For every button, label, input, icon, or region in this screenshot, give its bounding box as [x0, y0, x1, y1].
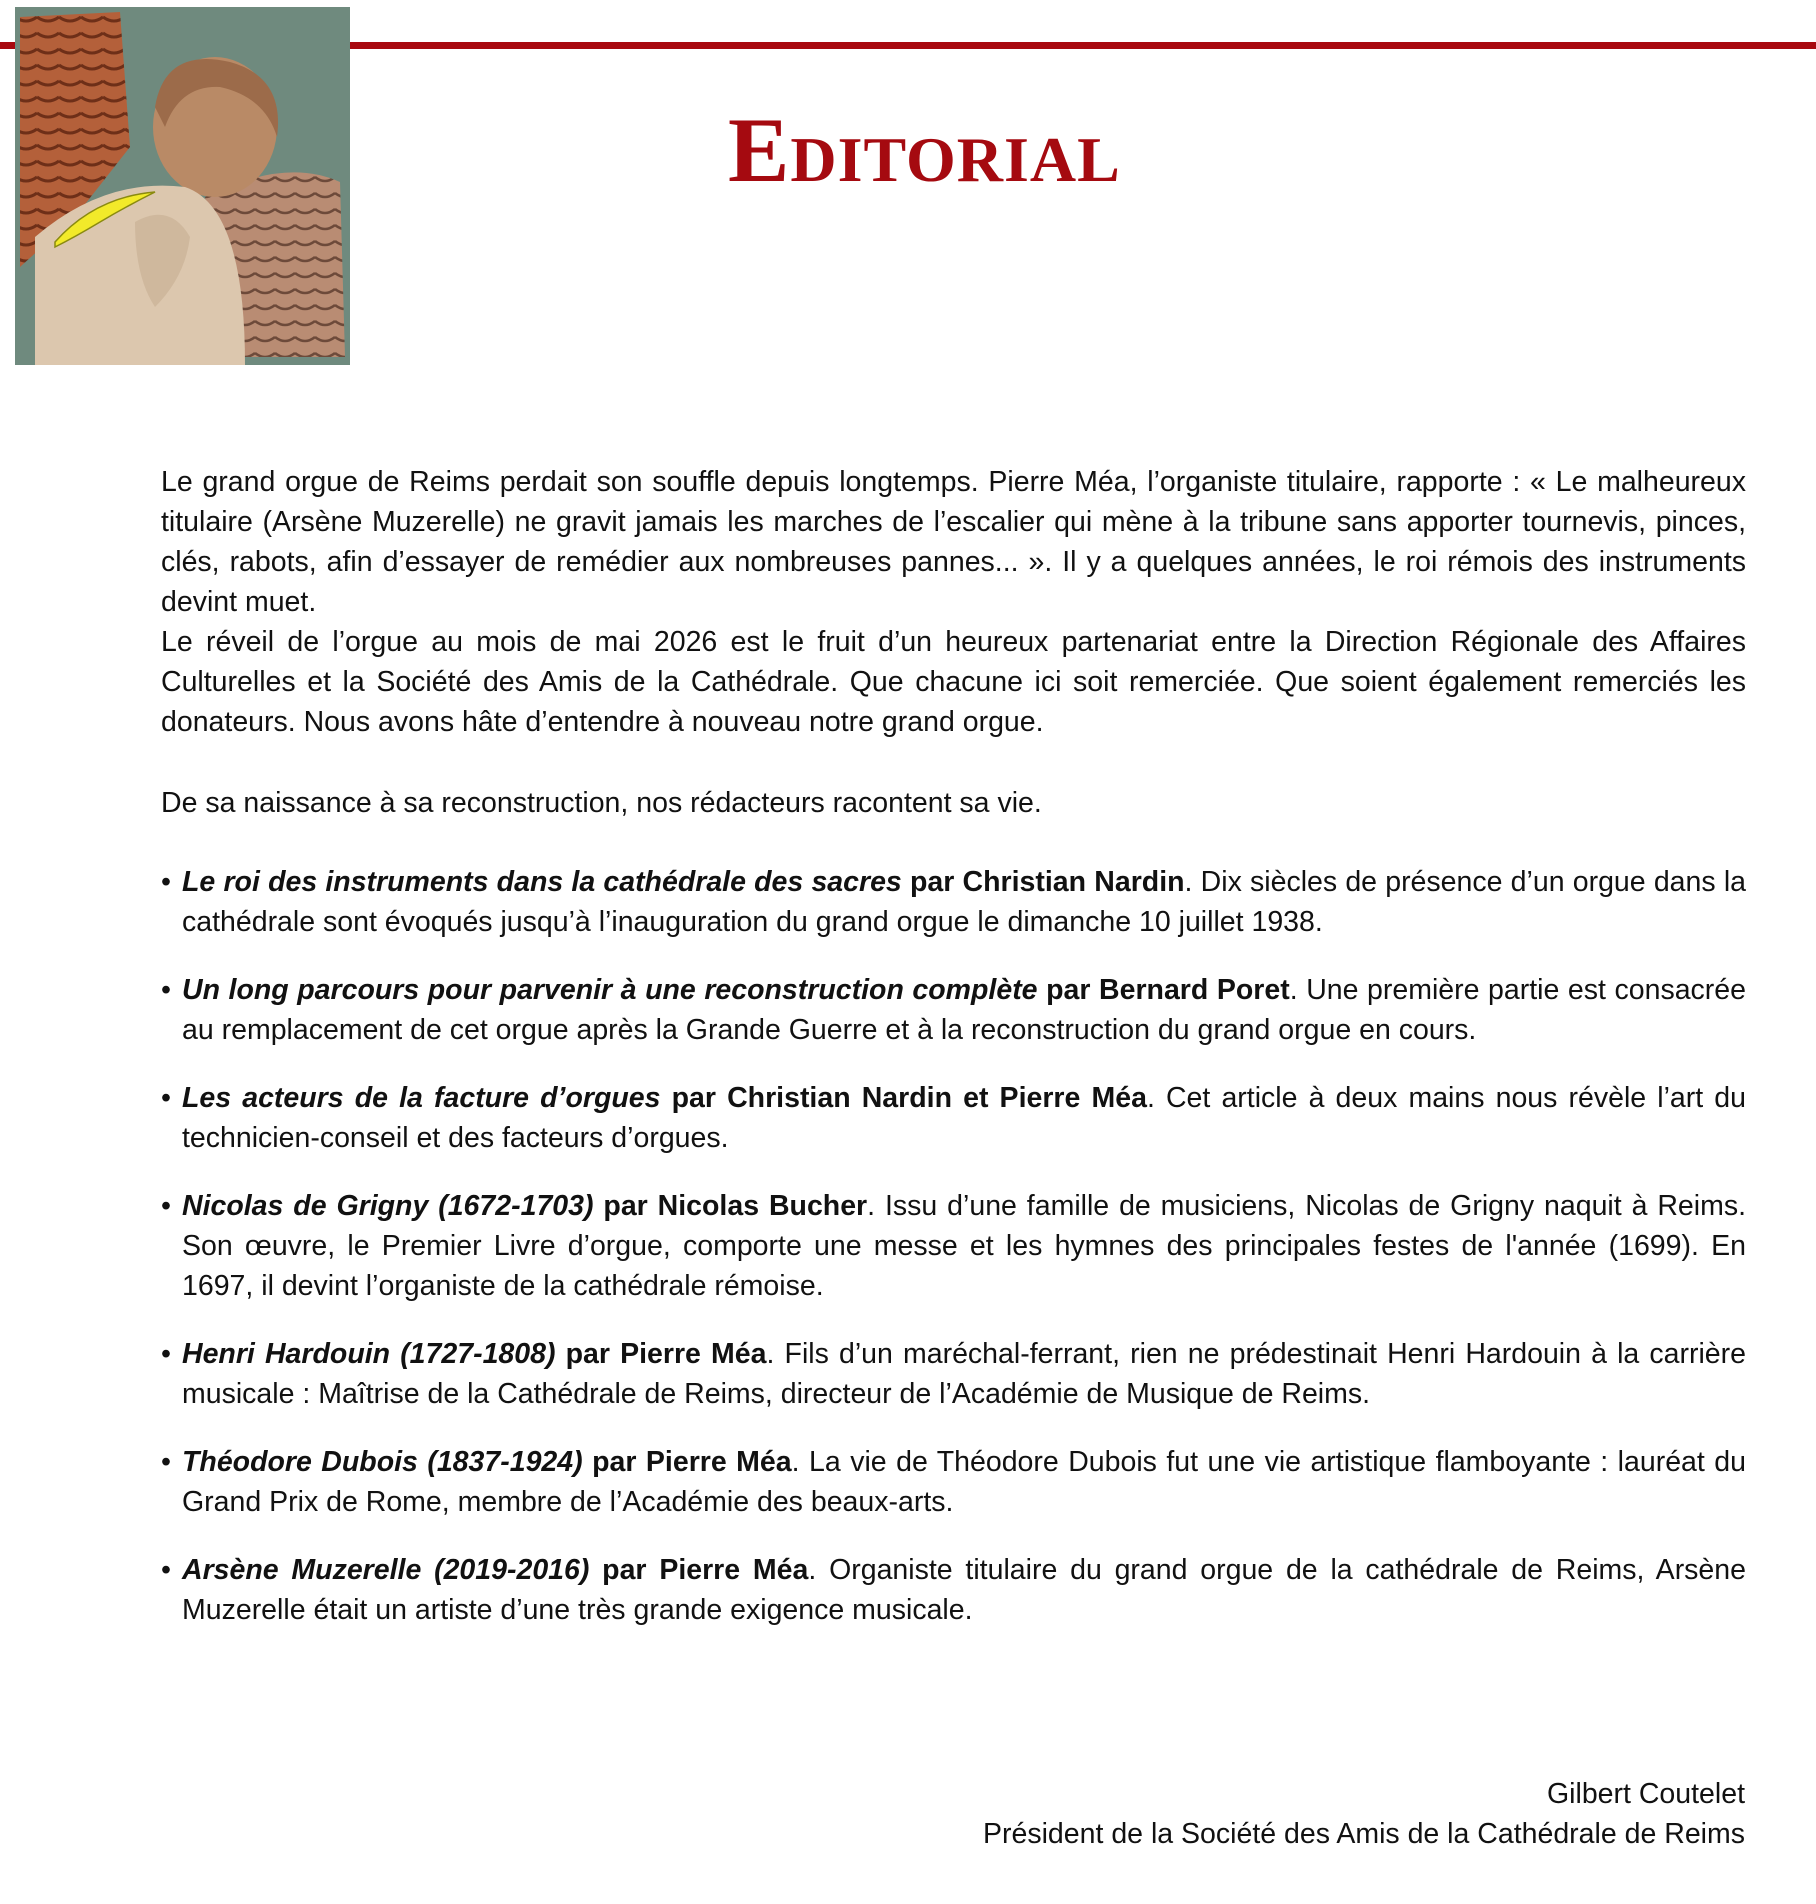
article-item: • Théodore Dubois (1837-1924) par Pierre Méa. La vie de Théodore Dubois fut une vie artistique flamboyante : lauréat du Grand Prix de Rome, membre de l’Académie des beaux-arts.: [161, 1442, 1746, 1522]
article-summary: La vie de Théodore Dubois fut une vie artistique flamboyante : lauréat du Grand Prix de Rome, membre de l’Académie des beaux-arts.: [182, 1446, 1746, 1518]
intro-paragraph-1: Le grand orgue de Reims perdait son souffle depuis longtemps. Pierre Méa, l’organiste titulaire, rapporte : « Le malheureux titulaire (Arsène Muzerelle) ne gravit jamais les marches de l’escalier qui mène à la tribune sans apporter tournevis, pinces, clés, rabots, afin d’essayer de remédier aux nombreuses pannes... ». Il y a quelques années, le roi rémois des instruments devint muet.: [161, 466, 1746, 618]
article-summary: Cet article à deux mains nous révèle l’art du technicien-conseil et des facteurs d’orgues.: [182, 1082, 1747, 1154]
intro-paragraph: [161, 462, 1746, 742]
intro-paragraph-2: Le réveil de l’orgue au mois de mai 2026 est le fruit d’un heureux partenariat entre la Direction Régionale des Affaires Culturelles et la Société des Amis de la Cathédrale. Que chacune ici soit remerciée. Que soient également remerciés les donateurs. Nous avons hâte d’entendre à nouveau notre grand orgue.: [161, 626, 1746, 738]
article-title: Les acteurs de la facture d’orgues: [182, 1082, 661, 1114]
article-item: • Nicolas de Grigny (1672-1703) par Nicolas Bucher. Issu d’une famille de musiciens, Nicolas de Grigny naquit à Reims. Son œuvre, le Premier Livre d’orgue, comporte une messe et les hymnes des principales festes de l'année (1699). En 1697, il devint l’organiste de la cathédrale rémoise.: [161, 1186, 1746, 1306]
article-item: • Les acteurs de la facture d’orgues par Christian Nardin et Pierre Méa. Cet article à deux mains nous révèle l’art du technicien-conseil et des facteurs d’orgues.: [161, 1078, 1746, 1158]
bullet-icon: •: [161, 1082, 171, 1114]
article-item: • Arsène Muzerelle (2019-2016) par Pierre Méa. Organiste titulaire du grand orgue de la cathédrale de Reims, Arsène Muzerelle était un artiste d’une très grande exigence musicale.: [161, 1550, 1746, 1630]
bullet-icon: •: [161, 1446, 171, 1478]
bullet-icon: •: [161, 974, 171, 1006]
article-item: • Le roi des instruments dans la cathédrale des sacres par Christian Nardin. Dix siècles de présence d’un orgue dans la cathédrale sont évoqués jusqu’à l’inauguration du grand orgue le dimanche 10 juillet 1938.: [161, 862, 1746, 942]
article-title: Henri Hardouin (1727-1808): [182, 1338, 556, 1370]
angel-statue-image: [15, 7, 350, 365]
bullet-icon: •: [161, 866, 171, 898]
article-author: par Christian Nardin: [910, 866, 1185, 898]
article-author: par Pierre Méa: [592, 1446, 792, 1478]
article-title: Arsène Muzerelle (2019-2016): [182, 1554, 590, 1586]
article-list: [161, 862, 1746, 1630]
article-summary: Fils d’un maréchal-ferrant, rien ne prédestinait Henri Hardouin à la carrière musicale : Maîtrise de la Cathédrale de Reims, directeur de l’Académie de Musique de Reims.: [182, 1338, 1747, 1410]
article-author: par Pierre Méa: [565, 1338, 767, 1370]
editorial-body: [161, 462, 1746, 1658]
article-summary: Une première partie est consacrée au remplacement de cet orgue après la Grande Guerre et à la reconstruction du grand orgue en cours.: [182, 974, 1746, 1046]
article-summary: Issu d’une famille de musiciens, Nicolas de Grigny naquit à Reims. Son œuvre, le Premier Livre d’orgue, comporte une messe et les hymnes des principales festes de l'année (1699). En 1697, il devint l’organiste de la cathédrale rémoise.: [182, 1190, 1747, 1302]
bullet-icon: •: [161, 1338, 171, 1370]
article-author: par Nicolas Bucher: [603, 1190, 868, 1222]
bullet-icon: •: [161, 1190, 171, 1222]
article-title: Un long parcours pour parvenir à une reconstruction complète: [182, 974, 1038, 1006]
signature-name: Gilbert Coutelet: [1546, 1778, 1745, 1810]
article-item: • Un long parcours pour parvenir à une reconstruction complète par Bernard Poret. Une première partie est consacrée au remplacement de cet orgue après la Grande Guerre et à la reconstruction du grand orgue en cours.: [161, 970, 1746, 1050]
article-summary: Organiste titulaire du grand orgue de la cathédrale de Reims, Arsène Muzerelle était un artiste d’une très grande exigence musicale.: [182, 1554, 1746, 1626]
page-title: Editorial: [728, 99, 1121, 201]
article-item: • Henri Hardouin (1727-1808) par Pierre Méa. Fils d’un maréchal-ferrant, rien ne prédestinait Henri Hardouin à la carrière musicale : Maîtrise de la Cathédrale de Reims, directeur de l’Académie de Musique de Reims.: [161, 1334, 1746, 1414]
bullet-icon: •: [161, 1554, 171, 1586]
signature-role: Président de la Société des Amis de la Cathédrale de Reims: [983, 1818, 1745, 1850]
lead-sentence: De sa naissance à sa reconstruction, nos rédacteurs racontent sa vie.: [161, 787, 1042, 819]
article-author: par Bernard Poret: [1046, 974, 1290, 1006]
article-summary: Dix siècles de présence d’un orgue dans la cathédrale sont évoqués jusqu’à l’inauguration du grand orgue le dimanche 10 juillet 1938.: [182, 866, 1747, 938]
article-author: par Pierre Méa: [602, 1554, 809, 1586]
article-title: Théodore Dubois (1837-1924): [182, 1446, 583, 1478]
article-author: par Christian Nardin et Pierre Méa: [671, 1082, 1147, 1114]
angel-illustration-icon: [15, 7, 350, 365]
article-title: Le roi des instruments dans la cathédrale des sacres: [182, 866, 902, 898]
signature-block: [983, 1774, 1745, 1854]
article-title: Nicolas de Grigny (1672-1703): [182, 1190, 594, 1222]
